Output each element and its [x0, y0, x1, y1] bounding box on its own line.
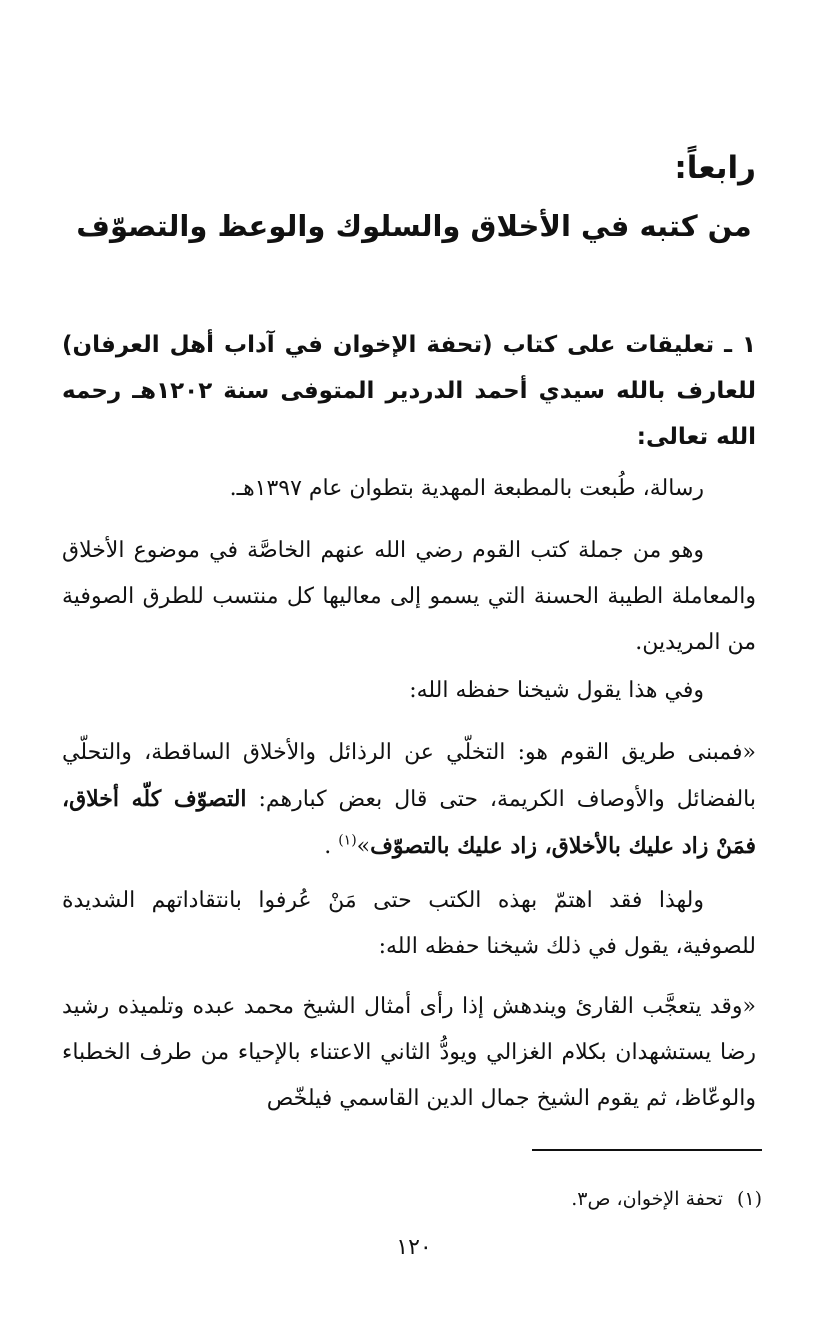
footnote-number: (١): [736, 1188, 762, 1210]
quote-end-mark: .: [324, 834, 332, 859]
paragraph-print-info: رسالة، طُبعت بالمطبعة المهدية بتطوان عام ١٣٩٧هـ.: [229, 476, 704, 501]
footnote: [62, 1183, 762, 1215]
paragraph-quote-intro: وفي هذا يقول شيخنا حفظه الله:: [409, 678, 704, 703]
section-title: من كتبه في الأخلاق والسلوك والوعظ والتصوّف: [76, 209, 752, 243]
paragraph-second-quote: «وقد يتعجَّب القارئ ويندهش إذا رأى أمثال الشيخ محمد عبده وتلميذه رشيد رضا يستشهدان بكلام الغزالي ويودُّ الثاني الاعتناء بالإحياء من طرف الخطباء والوعّاظ، ثم يقوم الشيخ جمال الدين القاسمي فيلخّص: [62, 994, 756, 1111]
footnote-text: تحفة الإخوان، ص٣.: [571, 1188, 723, 1210]
footnote-divider: [532, 1149, 762, 1151]
quote-text: «فمبنى طريق القوم هو: التخلّي عن الرذائل والأخلاق الساقطة، والتحلّي بالفضائل والأوصاف الكريمة، حتى قال بعض كبارهم:: [62, 740, 756, 812]
paragraph-book-description: وهو من جملة كتب القوم رضي الله عنهم الخاصَّة في موضوع الأخلاق والمعاملة الطيبة الحسنة التي يسمو إلى معاليها كل منتسب للطرق الصوفية من المريدين.: [62, 538, 756, 655]
quote-bold-text: التصوّف كلّه أخلاق، فمَنْ زاد عليك بالأخلاق، زاد عليك بالتصوّف: [62, 786, 756, 859]
section-label: رابعاً:: [674, 150, 756, 186]
paragraph-quote: [62, 730, 756, 870]
quote-close-mark: »: [356, 834, 371, 859]
footnote-reference: (١): [338, 832, 357, 849]
page-number: ١٢٠: [396, 1235, 432, 1260]
item-heading: ١ ـ تعليقات على كتاب (تحفة الإخوان في آداب أهل العرفان) للعارف بالله سيدي أحمد الدردير المتوفى سنة ١٢٠٢هـ رحمه الله تعالى:: [62, 332, 756, 450]
paragraph-critics: ولهذا فقد اهتمّ بهذه الكتب حتى مَنْ عُرفوا بانتقاداتهم الشديدة للصوفية، يقول في ذلك شيخنا حفظه الله:: [62, 888, 756, 959]
